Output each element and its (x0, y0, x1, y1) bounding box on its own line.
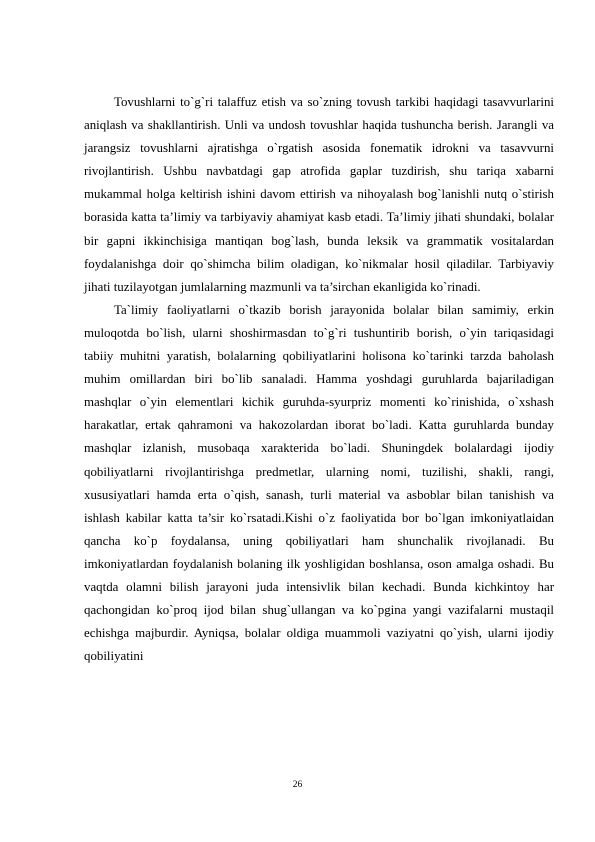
paragraph-1: Tovushlarni to`g`ri talaffuz etish va so`zning tovush tarkibi haqidagi tasavvurlarini aniqlash va shakllantirish. Unli va undosh tovushlar haqida tushuncha berish. Jarangli va jarangsiz tovushlarni ajratishga o`rgatish asosida fonematik idrokni va tasavvurni rivojlantirish. Ushbu navbatdagi gap atrofida gaplar tuzdirish, shu tariqa xabarni mukammal holga keltirish ishini davom ettirish va nihoyalash bog`lanishli nutq o`stirish borasida katta ta’limiy va tarbiyaviy ahamiyat kasb etadi. Ta’limiy jihati shundaki, bolalar bir gapni ikkinchisiga mantiqan bog`lash, bunda leksik va grammatik vositalardan foydalanishga doir qo`shimcha bilim oladigan, ko`nikmalar hosil qiladilar. Tarbiyaviy jihati tuzilayotgan jumlalarning mazmunli va ta’sirchan ekanligida ko`rinadi. (84, 95, 554, 294)
document-body (84, 91, 554, 668)
paragraph-2: Ta`limiy faoliyatlarni o`tkazib borish jarayonida bolalar bilan samimiy, erkin muloqotda bo`lish, ularni shoshirmasdan to`g`ri tushuntirib borish, o`yin tariqasidagi tabiiy muhitni yaratish, bolalarning qobiliyatlarini holisona ko`tarinki tarzda baholash muhim omillardan biri bo`lib sanaladi. Hamma yoshdagi guruhlarda bajariladigan mashqlar o`yin elementlari kichik guruhda-syurpriz momenti ko`rinishida, o`xshash harakatlar, ertak qahramoni va hakozolardan iborat bo`ladi. Katta guruhlarda bunday mashqlar izlanish, musobaqa xarakterida bo`ladi. Shuningdek bolalardagi ijodiy qobiliyatlarni rivojlantirishga predmetlar, ularning nomi, tuzilishi, shakli, rangi, xususiyatlari hamda erta o`qish, sanash, turli material va asboblar bilan tanishish va ishlash kabilar katta ta’sir ko`rsatadi.Kishi o`z faoliyatida bor bo`lgan imkoniyatlaidan qancha ko`p foydalansa, uning qobiliyatlari ham shunchalik rivojlanadi. Bu imkoniyatlardan foydalanish bolaning ilk yoshligidan boshlansa, oson amalga oshadi. Bu vaqtda olamni bilish jarayoni juda intensivlik bilan kechadi. Bunda kichkintoy har qachongidan ko`proq ijod bilan shug`ullangan va ko`pgina yangi vazifalarni mustaqil echishga majburdir. Ayniqsa, bolalar oldiga muammoli vaziyatni qo`yish, ularni ijodiy qobiliyatini (84, 302, 554, 664)
page-number: 26 (292, 780, 303, 790)
